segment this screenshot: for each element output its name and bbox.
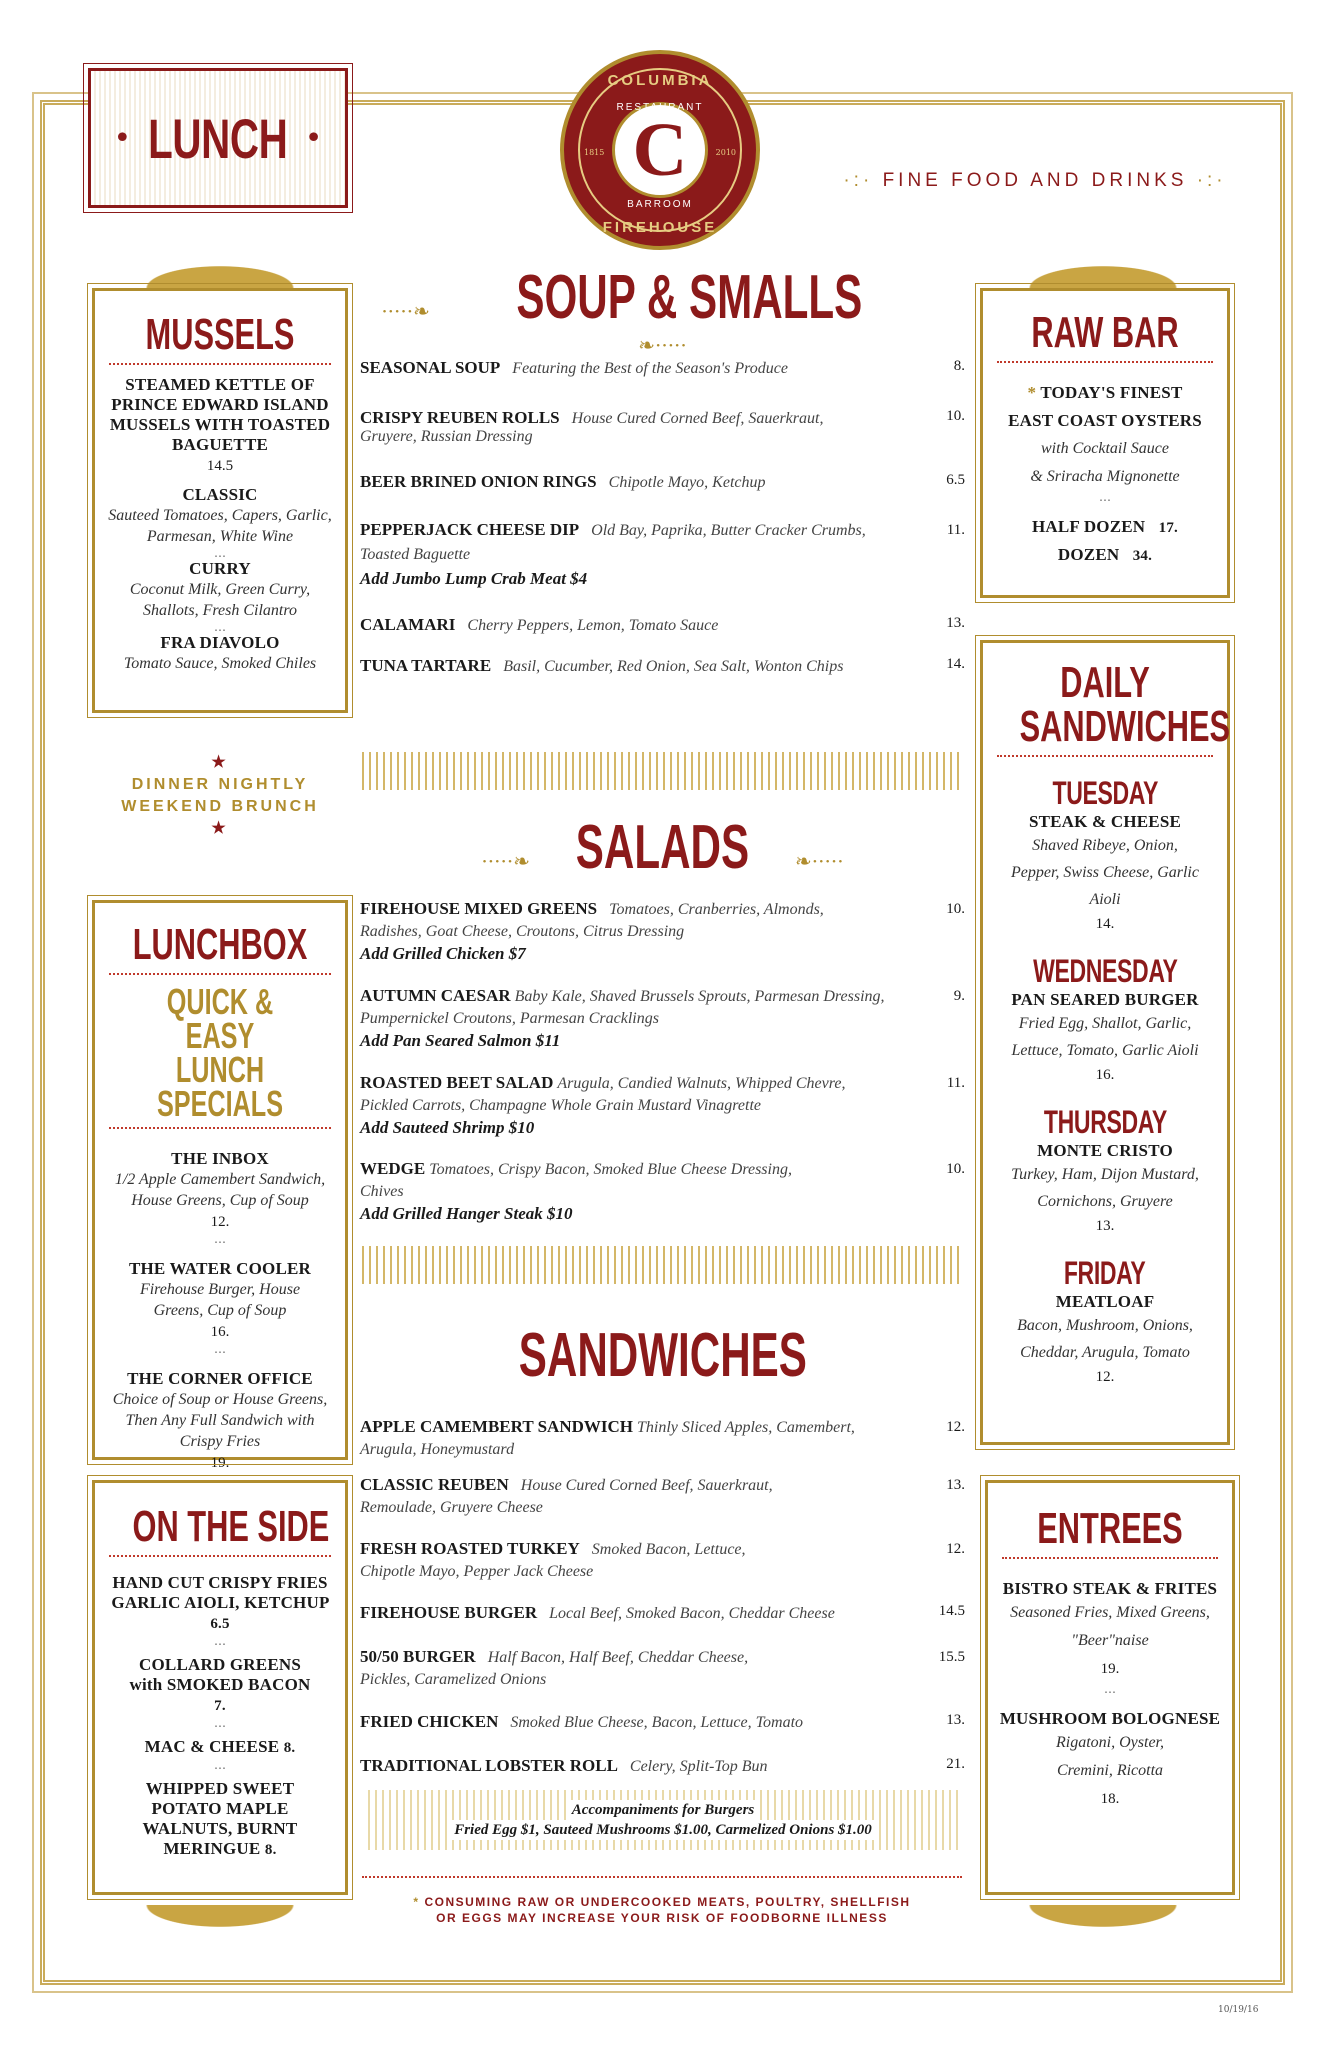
entree-name: BISTRO STEAK & FRITES (1002, 1579, 1218, 1598)
item-name: TRADITIONAL LOBSTER ROLL (360, 1756, 618, 1775)
daily-item-desc: Bacon, Mushroom, Onions, Cheddar, Arugula, Tomato (1017, 1317, 1193, 1361)
logo-year-left: 1815 (584, 148, 605, 157)
dozen-price: 34. (1132, 548, 1153, 564)
menu-row (360, 1712, 965, 1732)
mussels-intro-price: 14.5 (206, 458, 234, 474)
lunchbox-title: LUNCHBOX (132, 920, 308, 969)
item-name: FRESH ROASTED TURKEY (360, 1539, 580, 1558)
divider-stripes (362, 1246, 962, 1284)
item-name: FIREHOUSE MIXED GREENS (360, 899, 598, 918)
item-name: ROASTED BEET SALAD (360, 1073, 554, 1092)
mussels-box: MUSSELS STEAMED KETTLE OF PRINCE EDWARD ISLAND MUSSELS WITH TOASTED BAGUETTE 14.5 CLASSIC Sauteed Tomatoes, Capers, Garlic, Parmesan, White Wine … CURRY Coconut Milk, Green Curry, Shallots, Fresh Cilantro … FRA DIAVOLO Tomato Sauce, Smoked Chiles (92, 288, 348, 713)
item-desc: Featuring the Best of the Season's Produce (512, 360, 788, 377)
daily-item-desc: Turkey, Ham, Dijon Mustard, Cornichons, Gruyere (1011, 1166, 1199, 1210)
menu-row (360, 1603, 965, 1623)
item-price: 13. (946, 1477, 965, 1493)
item-price: 9. (953, 988, 965, 1004)
side-item (95, 1655, 345, 1717)
logo-bottom-text: FIREHOUSE (602, 219, 718, 236)
item-price: 10. (946, 1161, 965, 1177)
day-name: WEDNESDAY (1032, 953, 1178, 989)
raw-bar-line2: EAST COAST OYSTERS (1008, 411, 1202, 430)
item-name: BEER BRINED ONION RINGS (360, 472, 597, 491)
lunchbox-item-desc: 1/2 Apple Camembert Sandwich, House Greens, Cup of Soup (114, 1171, 326, 1209)
item-name: PEPPERJACK CHEESE DIP (360, 520, 580, 539)
item-desc: Pickles, Caramelized Onions (360, 1671, 547, 1688)
item-name: CLASSIC REUBEN (360, 1475, 509, 1494)
entrees-title: ENTREES (1037, 1504, 1183, 1553)
item-desc: Chipotle Mayo, Pepper Jack Cheese (360, 1563, 594, 1580)
half-dozen-label: HALF DOZEN (1031, 517, 1146, 536)
logo-year-right: 2010 (715, 148, 736, 157)
lunchbox-subtitle1: QUICK & EASY (166, 981, 274, 1056)
lunchbox-item-desc: Choice of Soup or House Greens, Then Any Full Sandwich with Crispy Fries (112, 1391, 328, 1450)
item-desc: Arugula, Candied Walnuts, Whipped Chevre, (557, 1075, 846, 1092)
sandwiches-section-title (360, 1320, 965, 1391)
raw-bar-ornament (975, 250, 1231, 288)
tagline: ·:· FINE FOOD AND DRINKS ·:· (843, 170, 1227, 191)
daily-item-desc: Fried Egg, Shallot, Garlic, Lettuce, Tomato, Garlic Aioli (1011, 1015, 1199, 1059)
item-desc: Pumpernickel Croutons, Parmesan Cracklings (360, 1010, 659, 1027)
logo-seal (560, 50, 760, 250)
lunchbox-box: LUNCHBOX QUICK & EASY LUNCH SPECIALS THE INBOX 1/2 Apple Camembert Sandwich, House Greens, Cup of Soup 12. … THE WATER COOLER Firehouse Burger, House Greens, Cup of Soup 16. … THE CORNER OFFICE Choice of Soup or House Greens, Then Any Full Sandwich with Crispy Fries 19. (92, 900, 348, 1460)
item-desc: Radishes, Goat Cheese, Croutons, Citrus Dressing (360, 923, 685, 940)
raw-bar-line1: * TODAY'S FINEST (1027, 383, 1183, 402)
lunchbox-subtitle (133, 981, 308, 1124)
side-item-name: WHIPPED SWEET POTATO MAPLE WALNUTS, BURNT MERINGUE (142, 1779, 298, 1858)
soup-section-title: ·····❧ SOUP & SMALLS ❧····· (381, 263, 863, 357)
menu-row (360, 1072, 965, 1140)
item-price: 13. (946, 1712, 965, 1728)
daily-item-price: 16. (1095, 1067, 1115, 1083)
logo-lower-text: BARROOM (627, 199, 693, 210)
item-price: 6.5 (946, 472, 965, 488)
menu-row (360, 1474, 965, 1519)
item-price: 12. (946, 1541, 965, 1557)
daily-item-name: PAN SEARED BURGER (1011, 990, 1199, 1009)
item-price: 13. (946, 615, 965, 631)
dinner-note-line2: WEEKEND BRUNCH (121, 798, 319, 815)
lunchbox-item-price: 19. (210, 1455, 230, 1471)
lunchbox-item-name: THE WATER COOLER (128, 1259, 312, 1278)
side-item-price: 7. (214, 1698, 226, 1714)
item-desc: House Cured Corned Beef, Sauerkraut, (520, 1477, 773, 1494)
entree-name: MUSHROOM BOLOGNESE (999, 1709, 1221, 1728)
menu-row (360, 985, 965, 1053)
lunchbox-item-desc: Firehouse Burger, House Greens, Cup of Soup (139, 1281, 301, 1319)
logo-top-text: COLUMBIA (607, 72, 713, 89)
item-name: TUNA TARTARE (360, 656, 492, 675)
lunchbox-item-name: THE CORNER OFFICE (127, 1369, 313, 1388)
menu-row (360, 1158, 965, 1226)
logo-mid-text: RESTAURANT (616, 102, 704, 113)
tagline-text: FINE FOOD AND DRINKS (882, 170, 1188, 191)
menu-row (360, 1756, 965, 1776)
daily-day (983, 1255, 1227, 1388)
mussels-intro: STEAMED KETTLE OF PRINCE EDWARD ISLAND MUSSELS WITH TOASTED BAGUETTE (109, 375, 331, 454)
side-item-price: 6.5 (210, 1616, 230, 1632)
entree-price: 18. (1100, 1791, 1120, 1807)
lunch-label-box: • LUNCH • (88, 68, 348, 208)
raw-bar-half-dozen (983, 513, 1227, 541)
lunchbox-item-price: 16. (210, 1324, 230, 1340)
daily-item-price: 14. (1095, 916, 1115, 932)
side-item (95, 1737, 345, 1759)
mussels-ornament (92, 250, 348, 288)
item-price: 8. (953, 358, 965, 374)
item-price: 21. (946, 1756, 965, 1772)
mussels-item-name: FRA DIAVOLO (160, 633, 280, 652)
daily-day (983, 775, 1227, 935)
item-price: 11. (946, 522, 965, 538)
item-price: 12. (946, 1419, 965, 1435)
menu-row (360, 518, 965, 592)
salads-section-title: ·····❧ SALADS ❧····· (481, 813, 844, 882)
daily-day (983, 1104, 1227, 1237)
item-name: FRIED CHICKEN (360, 1712, 499, 1731)
item-name: AUTUMN CAESAR (360, 986, 511, 1005)
item-desc: Thinly Sliced Apples, Camembert, (637, 1419, 855, 1436)
mussels-item-name: CLASSIC (182, 485, 258, 504)
side-item-price: 8. (264, 1842, 277, 1858)
menu-row (360, 358, 965, 378)
raw-bar-desc1: with Cocktail Sauce (1041, 440, 1169, 457)
dinner-note: ★ DINNER NIGHTLY WEEKEND BRUNCH ★ (100, 752, 340, 840)
side-item (95, 1779, 345, 1861)
menu-row (360, 472, 965, 492)
daily-item-name: MONTE CRISTO (1037, 1141, 1173, 1160)
item-desc: Remoulade, Gruyere Cheese (360, 1499, 543, 1516)
menu-row (360, 898, 965, 966)
day-name: FRIDAY (1064, 1255, 1146, 1291)
daily-item-name: STEAK & CHEESE (1028, 812, 1182, 831)
side-item-name: HAND CUT CRISPY FRIES GARLIC AIOLI, KETCHUP (111, 1573, 329, 1612)
entree-price: 19. (1100, 1661, 1120, 1677)
accompaniments-list: Fried Egg $1, Sauteed Mushrooms $1.00, Carmelized Onions $1.00 (450, 1820, 876, 1840)
menu-row (360, 656, 965, 676)
item-name: 50/50 BURGER (360, 1647, 476, 1666)
item-price: 10. (946, 901, 965, 917)
lunchbox-item-name: THE INBOX (171, 1149, 269, 1168)
raw-bar-line1-text: TODAY'S FINEST (1040, 383, 1183, 402)
side-item-name: COLLARD GREENS with SMOKED BACON (129, 1655, 311, 1694)
half-dozen-price: 17. (1158, 520, 1178, 536)
item-name: CALAMARI (360, 615, 456, 634)
mussels-item-name: CURRY (189, 559, 251, 578)
item-desc: Local Beef, Smoked Bacon, Cheddar Cheese (549, 1605, 835, 1622)
item-price: 14. (946, 656, 965, 672)
item-addon: Add Grilled Chicken $7 (360, 944, 526, 963)
item-desc: Cherry Peppers, Lemon, Tomato Sauce (467, 617, 719, 634)
daily-title1: DAILY (1060, 658, 1150, 707)
item-desc: Half Bacon, Half Beef, Cheddar Cheese, (487, 1649, 749, 1666)
warning-line2: OR EGGS MAY INCREASE YOUR RISK OF FOODBORNE ILLNESS (436, 1911, 888, 1925)
accompaniments-title: Accompaniments for Burgers (568, 1800, 759, 1820)
side-item-price: 8. (283, 1740, 296, 1756)
raw-bar-title: RAW BAR (1031, 308, 1179, 357)
daily-day (983, 953, 1227, 1086)
entrees-ornament (975, 1905, 1231, 1943)
menu-row (360, 615, 965, 635)
lunchbox-subtitle2: LUNCH SPECIALS (156, 1049, 284, 1124)
on-the-side-title: ON THE SIDE (132, 1502, 330, 1551)
item-name: APPLE CAMEMBERT SANDWICH (360, 1417, 633, 1436)
item-desc: Tomatoes, Cranberries, Almonds, (609, 901, 824, 918)
sandwiches-title: SANDWICHES (518, 1321, 807, 1390)
dozen-label: DOZEN (1057, 545, 1120, 564)
menu-row (360, 408, 965, 446)
item-desc: Pickled Carrots, Champagne Whole Grain Mustard Vinagrette (360, 1097, 761, 1114)
item-desc: House Cured Corned Beef, Sauerkraut, (571, 410, 824, 427)
item-name: SEASONAL SOUP (360, 358, 501, 377)
item-addon: Add Sauteed Shrimp $10 (360, 1118, 535, 1137)
accompaniments-box (368, 1790, 958, 1850)
side-item-name: MAC & CHEESE (144, 1737, 280, 1756)
daily-item-price: 13. (1095, 1218, 1115, 1234)
item-price: 14.5 (938, 1603, 965, 1619)
logo-letter: C (612, 102, 708, 198)
item-addon: Add Jumbo Lump Crab Meat $4 (360, 569, 588, 588)
item-desc: Baby Kale, Shaved Brussels Sprouts, Parmesan Dressing, (514, 988, 885, 1005)
item-name: FIREHOUSE BURGER (360, 1603, 538, 1622)
soup-title: SOUP & SMALLS (516, 263, 863, 332)
daily-item-price: 12. (1095, 1369, 1115, 1385)
item-desc: Chives (360, 1183, 404, 1200)
raw-bar-desc2: & Sriracha Mignonette (1030, 468, 1180, 485)
daily-sandwiches-box (980, 640, 1230, 1445)
entree-desc: Rigatoni, Oyster, Cremini, Ricotta (1056, 1734, 1164, 1779)
item-name: WEDGE (360, 1159, 426, 1178)
side-ornament (92, 1905, 348, 1943)
entree-desc: Seasoned Fries, Mixed Greens, "Beer"naise (1010, 1604, 1210, 1649)
health-warning: * CONSUMING RAW OR UNDERCOOKED MEATS, POULTRY, SHELLFISH OR EGGS MAY INCREASE YOUR RISK OF FOODBORNE ILLNESS (362, 1894, 962, 1926)
mussels-item-desc: Coconut Milk, Green Curry, Shallots, Fresh Cilantro (129, 581, 311, 619)
day-name: TUESDAY (1052, 775, 1158, 811)
dinner-note-line1: DINNER NIGHTLY (131, 776, 309, 793)
item-desc: Smoked Blue Cheese, Bacon, Lettuce, Tomato (510, 1714, 804, 1731)
daily-item-desc: Shaved Ribeye, Onion, Pepper, Swiss Cheese, Garlic Aioli (1011, 837, 1199, 908)
daily-title2: SANDWICHES (1019, 702, 1231, 751)
daily-item-name: MEATLOAF (1055, 1292, 1155, 1311)
item-desc: Tomatoes, Crispy Bacon, Smoked Blue Cheese Dressing, (429, 1161, 792, 1178)
item-name: CRISPY REUBEN ROLLS (360, 408, 560, 427)
item-addon: Add Pan Seared Salmon $11 (360, 1031, 561, 1050)
on-the-side-box: ON THE SIDE HAND CUT CRISPY FRIES GARLIC AIOLI, KETCHUP 6.5 … COLLARD GREENS with SMOKED BACON 7. … MAC & CHEESE 8. … WHIPPED SWEET POTATO MAPLE WALNUTS, BURNT MERINGUE 8. (92, 1480, 348, 1895)
mussels-item-desc: Tomato Sauce, Smoked Chiles (123, 655, 317, 672)
item-desc: Toasted Baguette (360, 546, 471, 563)
print-date: 10/19/16 (1218, 2005, 1259, 2015)
salads-title: SALADS (575, 813, 750, 882)
item-desc: Celery, Split-Top Bun (629, 1758, 768, 1775)
item-desc: Basil, Cucumber, Red Onion, Sea Salt, Wonton Chips (503, 658, 844, 675)
item-price: 15.5 (938, 1649, 965, 1665)
dotted-divider (362, 1876, 962, 1878)
raw-bar-dozen (983, 541, 1227, 569)
item-addon: Add Grilled Hanger Steak $10 (360, 1204, 573, 1223)
item-desc: Smoked Bacon, Lettuce, (591, 1541, 746, 1558)
side-item (95, 1573, 345, 1635)
entrees-box: ENTREES BISTRO STEAK & FRITES Seasoned Fries, Mixed Greens, "Beer"naise 19. … MUSHROOM BOLOGNESE Rigatoni, Oyster, Cremini, Ricotta 18. (985, 1480, 1235, 1895)
divider-stripes (362, 752, 962, 790)
mussels-item-desc: Sauteed Tomatoes, Capers, Garlic, Parmesan, White Wine (108, 507, 332, 545)
raw-bar-box: RAW BAR * TODAY'S FINEST EAST COAST OYSTERS with Cocktail Sauce & Sriracha Mignonette … HALF DOZEN 17. DOZEN 34. (980, 288, 1230, 598)
lunch-title: LUNCH (148, 106, 288, 170)
item-desc: Chipotle Mayo, Ketchup (608, 474, 766, 491)
mussels-title: MUSSELS (145, 310, 295, 359)
day-name: THURSDAY (1043, 1104, 1167, 1140)
menu-row (360, 1538, 965, 1583)
item-desc: Old Bay, Paprika, Butter Cracker Crumbs, (591, 522, 866, 539)
lunchbox-item-price: 12. (210, 1214, 230, 1230)
item-price: 10. (946, 408, 965, 424)
menu-row (360, 1646, 965, 1691)
item-price: 11. (946, 1075, 965, 1091)
item-desc: Gruyere, Russian Dressing (360, 428, 533, 445)
item-desc: Arugula, Honeymustard (360, 1441, 515, 1458)
warning-line1: CONSUMING RAW OR UNDERCOOKED MEATS, POULTRY, SHELLFISH (424, 1895, 911, 1909)
menu-row (360, 1416, 965, 1461)
